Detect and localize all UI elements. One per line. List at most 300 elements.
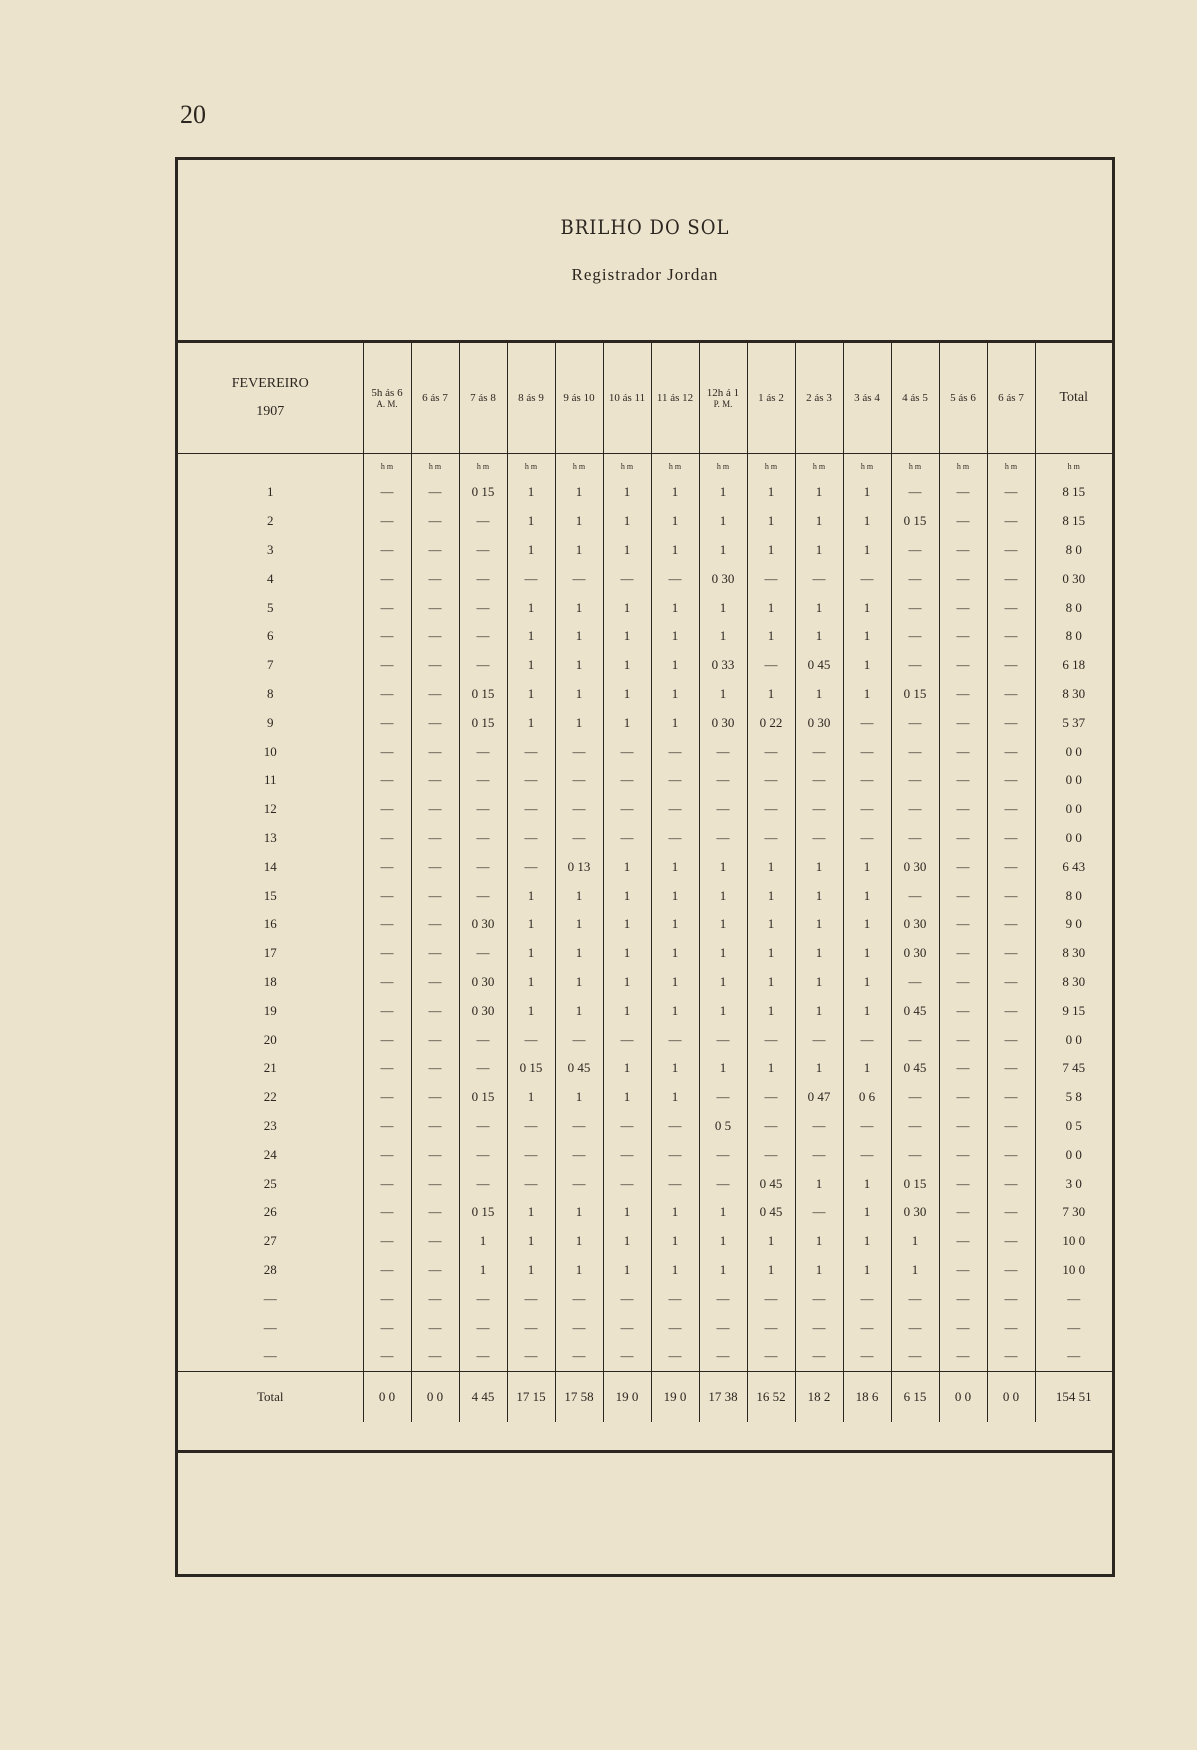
hour-cell: 0 45 [891,1054,939,1083]
hour-cell: 1 [747,996,795,1025]
col-header: 8 ás 9 [507,343,555,454]
unit-label: h m [987,454,1035,479]
hour-cell: — [507,1112,555,1141]
table-row [178,1284,1112,1313]
hour-cell: — [939,680,987,709]
hour-cell: — [843,1313,891,1342]
hour-cell: — [939,1198,987,1227]
hour-cell: 1 [699,478,747,507]
units-spacer [178,454,363,479]
total-cell: 8 0 [1065,628,1082,644]
hour-cell: — [555,1342,603,1371]
hour-cell: — [843,1140,891,1169]
table-row [178,1083,1112,1112]
hour-cell: — [651,1169,699,1198]
hour-cell: — [939,1169,987,1198]
hour-cell: — [603,564,651,593]
hour-cell: 19 0 [603,1371,651,1422]
hour-cell: 1 [795,680,843,709]
hour-cell: 6 15 [891,1371,939,1422]
hour-cell: — [795,824,843,853]
total-cell: 0 0 [1065,1031,1082,1047]
hour-cell: — [555,1112,603,1141]
day-cell: 20 [178,1025,363,1054]
hour-cell: — [939,708,987,737]
hour-cell: 1 [507,708,555,737]
hour-cell: — [843,1284,891,1313]
total-cell: 0 0 [1065,1146,1082,1162]
hour-cell: 1 [747,939,795,968]
hour-cell: — [699,1140,747,1169]
hour-cell: 0 15 [459,680,507,709]
hour-cell: 1 [843,968,891,997]
hour-cell: 0 6 [843,1083,891,1112]
hour-cell: — [363,1284,411,1313]
hour-cell: — [507,1140,555,1169]
hour-cell: 0 47 [795,1083,843,1112]
hour-cell: — [891,1083,939,1112]
hour-cell: — [987,1112,1035,1141]
hour-cell: 0 22 [747,708,795,737]
hour-cell: — [555,795,603,824]
hour-cell: — [603,1342,651,1371]
hour-cell: — [939,564,987,593]
table-row [178,1227,1112,1256]
hour-cell: — [651,1112,699,1141]
hour-cell: — [411,593,459,622]
hour-cell: — [747,1025,795,1054]
hour-cell: — [555,737,603,766]
hour-cell: — [363,1256,411,1285]
hour-cell: 17 15 [507,1371,555,1422]
hour-cell: 0 30 [459,996,507,1025]
hour-cell: — [363,1313,411,1342]
hour-cell: 1 [699,1256,747,1285]
hour-cell: — [459,1025,507,1054]
unit-label: h m [795,454,843,479]
hour-cell: — [939,1284,987,1313]
hour-cell: — [411,910,459,939]
hour-cell: 1 [651,1227,699,1256]
day-cell: 4 [178,564,363,593]
hour-cell: — [939,795,987,824]
hour-cell: 1 [747,536,795,565]
table-row [178,1313,1112,1342]
hour-cell: — [747,651,795,680]
hour-cell: 1 [843,593,891,622]
hour-cell: — [891,824,939,853]
hour-cell: 1 [651,939,699,968]
hour-cell: 1 [555,1256,603,1285]
hour-cell: — [459,536,507,565]
hour-cell: 1 [699,507,747,536]
total-cell: 0 0 [1065,801,1082,817]
hour-cell: 1 [507,680,555,709]
col-header: 10 ás 11 [603,343,651,454]
hour-cell: — [411,708,459,737]
hour-cell: 1 [507,910,555,939]
table-row [178,593,1112,622]
hour-cell: — [939,766,987,795]
hour-cell: 1 [795,1054,843,1083]
hour-cell: — [507,824,555,853]
hour-cell: — [939,968,987,997]
hour-cell: — [507,1313,555,1342]
hour-cell: — [795,795,843,824]
hour-cell: 18 2 [795,1371,843,1422]
hour-cell: — [939,1054,987,1083]
hour-cell: 1 [603,1083,651,1112]
hour-cell: 0 30 [795,708,843,737]
total-cell: 8 0 [1065,599,1082,615]
hour-cell: — [939,593,987,622]
hour-cell: 1 [699,939,747,968]
hour-cell: — [411,1342,459,1371]
hour-cell: — [363,737,411,766]
hour-cell: — [651,766,699,795]
hour-cell: 1 [795,939,843,968]
hour-cell: — [411,996,459,1025]
hour-cell: — [795,1112,843,1141]
hour-cell: — [411,852,459,881]
hour-cell: 1 [603,881,651,910]
hour-cell: 1 [699,593,747,622]
hour-cell: — [363,996,411,1025]
hour-cell: — [363,536,411,565]
hour-cell: 0 45 [555,1054,603,1083]
hour-cell: 1 [651,1083,699,1112]
hour-cell: — [411,1025,459,1054]
day-cell: — [178,1313,363,1342]
table-row [178,680,1112,709]
hour-cell: 0 30 [699,564,747,593]
hour-cell: 1 [699,680,747,709]
hour-cell: 1 [651,507,699,536]
hour-cell: 1 [795,507,843,536]
hour-cell: 1 [507,507,555,536]
hour-cell: — [987,536,1035,565]
hour-cell: — [987,1284,1035,1313]
hour-cell: — [603,1284,651,1313]
hour-cell: — [987,824,1035,853]
day-cell: 1 [178,478,363,507]
hour-cell: — [459,737,507,766]
hour-cell: 0 30 [891,1198,939,1227]
hour-cell: — [699,795,747,824]
hour-cell: 1 [651,536,699,565]
hour-cell: 1 [843,1169,891,1198]
hour-cell: — [891,1112,939,1141]
hour-cell: 0 45 [795,651,843,680]
day-cell: 11 [178,766,363,795]
pm-label: P. M. [713,399,733,409]
col-header: 4 ás 5 [891,343,939,454]
hour-cell: 1 [603,708,651,737]
hour-cell: 1 [507,622,555,651]
table-row [178,1054,1112,1083]
unit-label: h m [555,454,603,479]
hour-cell: — [363,1198,411,1227]
table-row [178,766,1112,795]
table-row [178,795,1112,824]
hour-cell: 1 [795,910,843,939]
hour-cell: — [987,651,1035,680]
hour-cell: 1 [555,593,603,622]
hour-cell: 1 [747,680,795,709]
hour-cell: — [411,564,459,593]
month-label: FEVEREIRO [231,376,309,391]
hour-cell: — [651,737,699,766]
hour-cell: 1 [843,996,891,1025]
hour-cell: 1 [747,910,795,939]
total-cell: 8 15 [1062,513,1086,529]
hour-cell: — [411,1227,459,1256]
hour-cell: — [891,536,939,565]
hour-cell: — [843,708,891,737]
hour-cell: 1 [651,968,699,997]
hour-cell: — [363,795,411,824]
hour-cell: 0 30 [459,910,507,939]
hour-cell: 1 [651,708,699,737]
hour-cell: 1 [843,1227,891,1256]
col-header: 1 ás 2 [747,343,795,454]
hour-cell: 16 52 [747,1371,795,1422]
hour-cell: 1 [603,680,651,709]
hour-cell: — [459,795,507,824]
hour-cell: — [747,1284,795,1313]
hour-cell: 1 [507,1198,555,1227]
hour-cell: — [651,1313,699,1342]
hour-cell: 1 [699,881,747,910]
table-row [178,708,1112,737]
hour-cell: — [939,910,987,939]
hour-cell: — [699,1169,747,1198]
hour-cell: 1 [507,1227,555,1256]
hour-cell: 0 15 [507,1054,555,1083]
hour-cell: — [987,1054,1035,1083]
hour-cell: 0 15 [891,1169,939,1198]
hour-cell: — [555,1140,603,1169]
hour-cell: — [459,939,507,968]
hour-cell: 1 [747,622,795,651]
day-cell: 8 [178,680,363,709]
hour-cell: — [939,1227,987,1256]
hour-cell: 1 [555,680,603,709]
hour-cell: — [891,795,939,824]
hour-cell: — [891,1342,939,1371]
hour-cell: — [651,1140,699,1169]
hour-cell: 0 15 [459,478,507,507]
hour-cell: — [411,651,459,680]
hour-cell: — [363,507,411,536]
hour-cell: 1 [651,622,699,651]
hour-cell: 1 [603,1256,651,1285]
units-row [178,454,1112,479]
hour-cell: 0 15 [891,680,939,709]
hour-cell: — [987,939,1035,968]
hour-cell: — [507,1025,555,1054]
hour-cell: — [699,766,747,795]
hour-cell: 0 45 [891,996,939,1025]
month-header [178,343,363,454]
hour-cell: 1 [843,651,891,680]
hour-cell: 1 [651,881,699,910]
hour-cell: 1 [555,1198,603,1227]
table-row [178,1342,1112,1371]
hour-cell: — [363,1112,411,1141]
day-cell: 18 [178,968,363,997]
hour-cell: 1 [699,1198,747,1227]
hour-cell: 1 [795,996,843,1025]
col-header: 2 ás 3 [795,343,843,454]
hour-cell: 1 [603,536,651,565]
hour-cell: 1 [651,910,699,939]
unit-label: h m [363,454,411,479]
hour-cell: — [507,737,555,766]
total-cell: 8 30 [1062,973,1086,989]
hour-cell: 1 [651,1054,699,1083]
hour-cell: — [363,1054,411,1083]
hour-cell: — [411,680,459,709]
hour-cell: 1 [699,622,747,651]
table-row [178,478,1112,507]
unit-label: h m [939,454,987,479]
hour-cell: — [987,737,1035,766]
hour-cell: — [795,564,843,593]
hour-cell: — [507,795,555,824]
hour-cell: — [507,1284,555,1313]
hour-cell: — [363,1083,411,1112]
hour-cell: 0 45 [747,1198,795,1227]
unit-label: h m [699,454,747,479]
hour-cell: 1 [603,910,651,939]
hour-cell: — [891,1025,939,1054]
hour-cell: — [987,968,1035,997]
table-row [178,1198,1112,1227]
day-cell: 13 [178,824,363,853]
hour-cell: 1 [843,536,891,565]
hour-cell: — [939,1083,987,1112]
col-header: 7 ás 8 [459,343,507,454]
hour-cell: 1 [843,507,891,536]
hour-cell: — [891,1140,939,1169]
hour-cell: — [555,824,603,853]
table-row [178,824,1112,853]
hour-cell: — [507,852,555,881]
hour-cell: — [987,1083,1035,1112]
hour-cell: 0 30 [891,910,939,939]
hour-cell: — [795,1342,843,1371]
am-label: A. M. [376,399,398,409]
hour-cell: — [651,1284,699,1313]
hour-cell: — [411,1313,459,1342]
hour-cell: — [411,622,459,651]
hour-cell: — [987,1342,1035,1371]
hour-cell: — [363,766,411,795]
hour-cell: 1 [459,1227,507,1256]
hour-cell: — [747,1342,795,1371]
table-row [178,1169,1112,1198]
day-cell: 2 [178,507,363,536]
hour-cell: — [891,622,939,651]
hour-cell: — [987,766,1035,795]
day-cell: 21 [178,1054,363,1083]
table-row [178,968,1112,997]
hour-cell: 1 [843,881,891,910]
total-cell: 9 0 [1065,916,1082,932]
hour-cell: — [363,564,411,593]
hour-cell: — [747,824,795,853]
table-row [178,737,1112,766]
day-cell: 12 [178,795,363,824]
hour-cell: — [939,824,987,853]
hour-cell: 1 [555,968,603,997]
hour-cell: — [747,1112,795,1141]
hour-cell: — [411,478,459,507]
hour-cell: — [987,1227,1035,1256]
hour-cell: — [891,968,939,997]
hour-cell: — [987,996,1035,1025]
hour-cell: 1 [603,1054,651,1083]
total-cell: 0 0 [1065,743,1082,759]
hour-cell: — [939,852,987,881]
hour-cell: 1 [699,996,747,1025]
total-cell: 8 0 [1065,887,1082,903]
hour-cell: — [843,1025,891,1054]
col-header: 6 ás 7 [987,343,1035,454]
hour-cell: 1 [507,593,555,622]
hour-cell: 1 [603,622,651,651]
hour-cell: — [651,795,699,824]
hour-cell: — [987,593,1035,622]
table-subtitle: Registrador Jordan [571,265,719,284]
hour-cell: 1 [747,593,795,622]
hour-cell: — [411,1198,459,1227]
hour-cell: 1 [891,1256,939,1285]
hour-cell: — [987,1256,1035,1285]
hour-cell: 0 0 [987,1371,1035,1422]
hour-cell: — [795,1313,843,1342]
hour-cell: 1 [843,1054,891,1083]
day-cell: 24 [178,1140,363,1169]
hour-cell: — [699,824,747,853]
hour-cell: — [939,1112,987,1141]
total-cell: 3 0 [1065,1175,1082,1191]
hour-cell: 0 30 [459,968,507,997]
hour-cell: — [363,968,411,997]
hour-cell: 1 [651,680,699,709]
hour-cell: — [891,1313,939,1342]
hour-cell: — [411,1112,459,1141]
total-cell: 9 15 [1062,1002,1086,1018]
hour-cell: 1 [747,1054,795,1083]
hour-cell: 1 [507,968,555,997]
hour-cell: — [699,1083,747,1112]
hour-cell: — [363,622,411,651]
hour-cell: 1 [699,968,747,997]
hour-cell: — [459,1284,507,1313]
col-header: 5h ás 6 A. M. [363,343,411,454]
hour-cell: 0 0 [411,1371,459,1422]
hour-cell: 0 15 [891,507,939,536]
hour-cell: — [987,852,1035,881]
hour-cell: — [747,564,795,593]
hour-cell: 1 [459,1256,507,1285]
hour-cell: — [363,680,411,709]
hour-cell: 0 30 [891,852,939,881]
hour-cell: 1 [555,651,603,680]
hour-cell: 0 0 [939,1371,987,1422]
